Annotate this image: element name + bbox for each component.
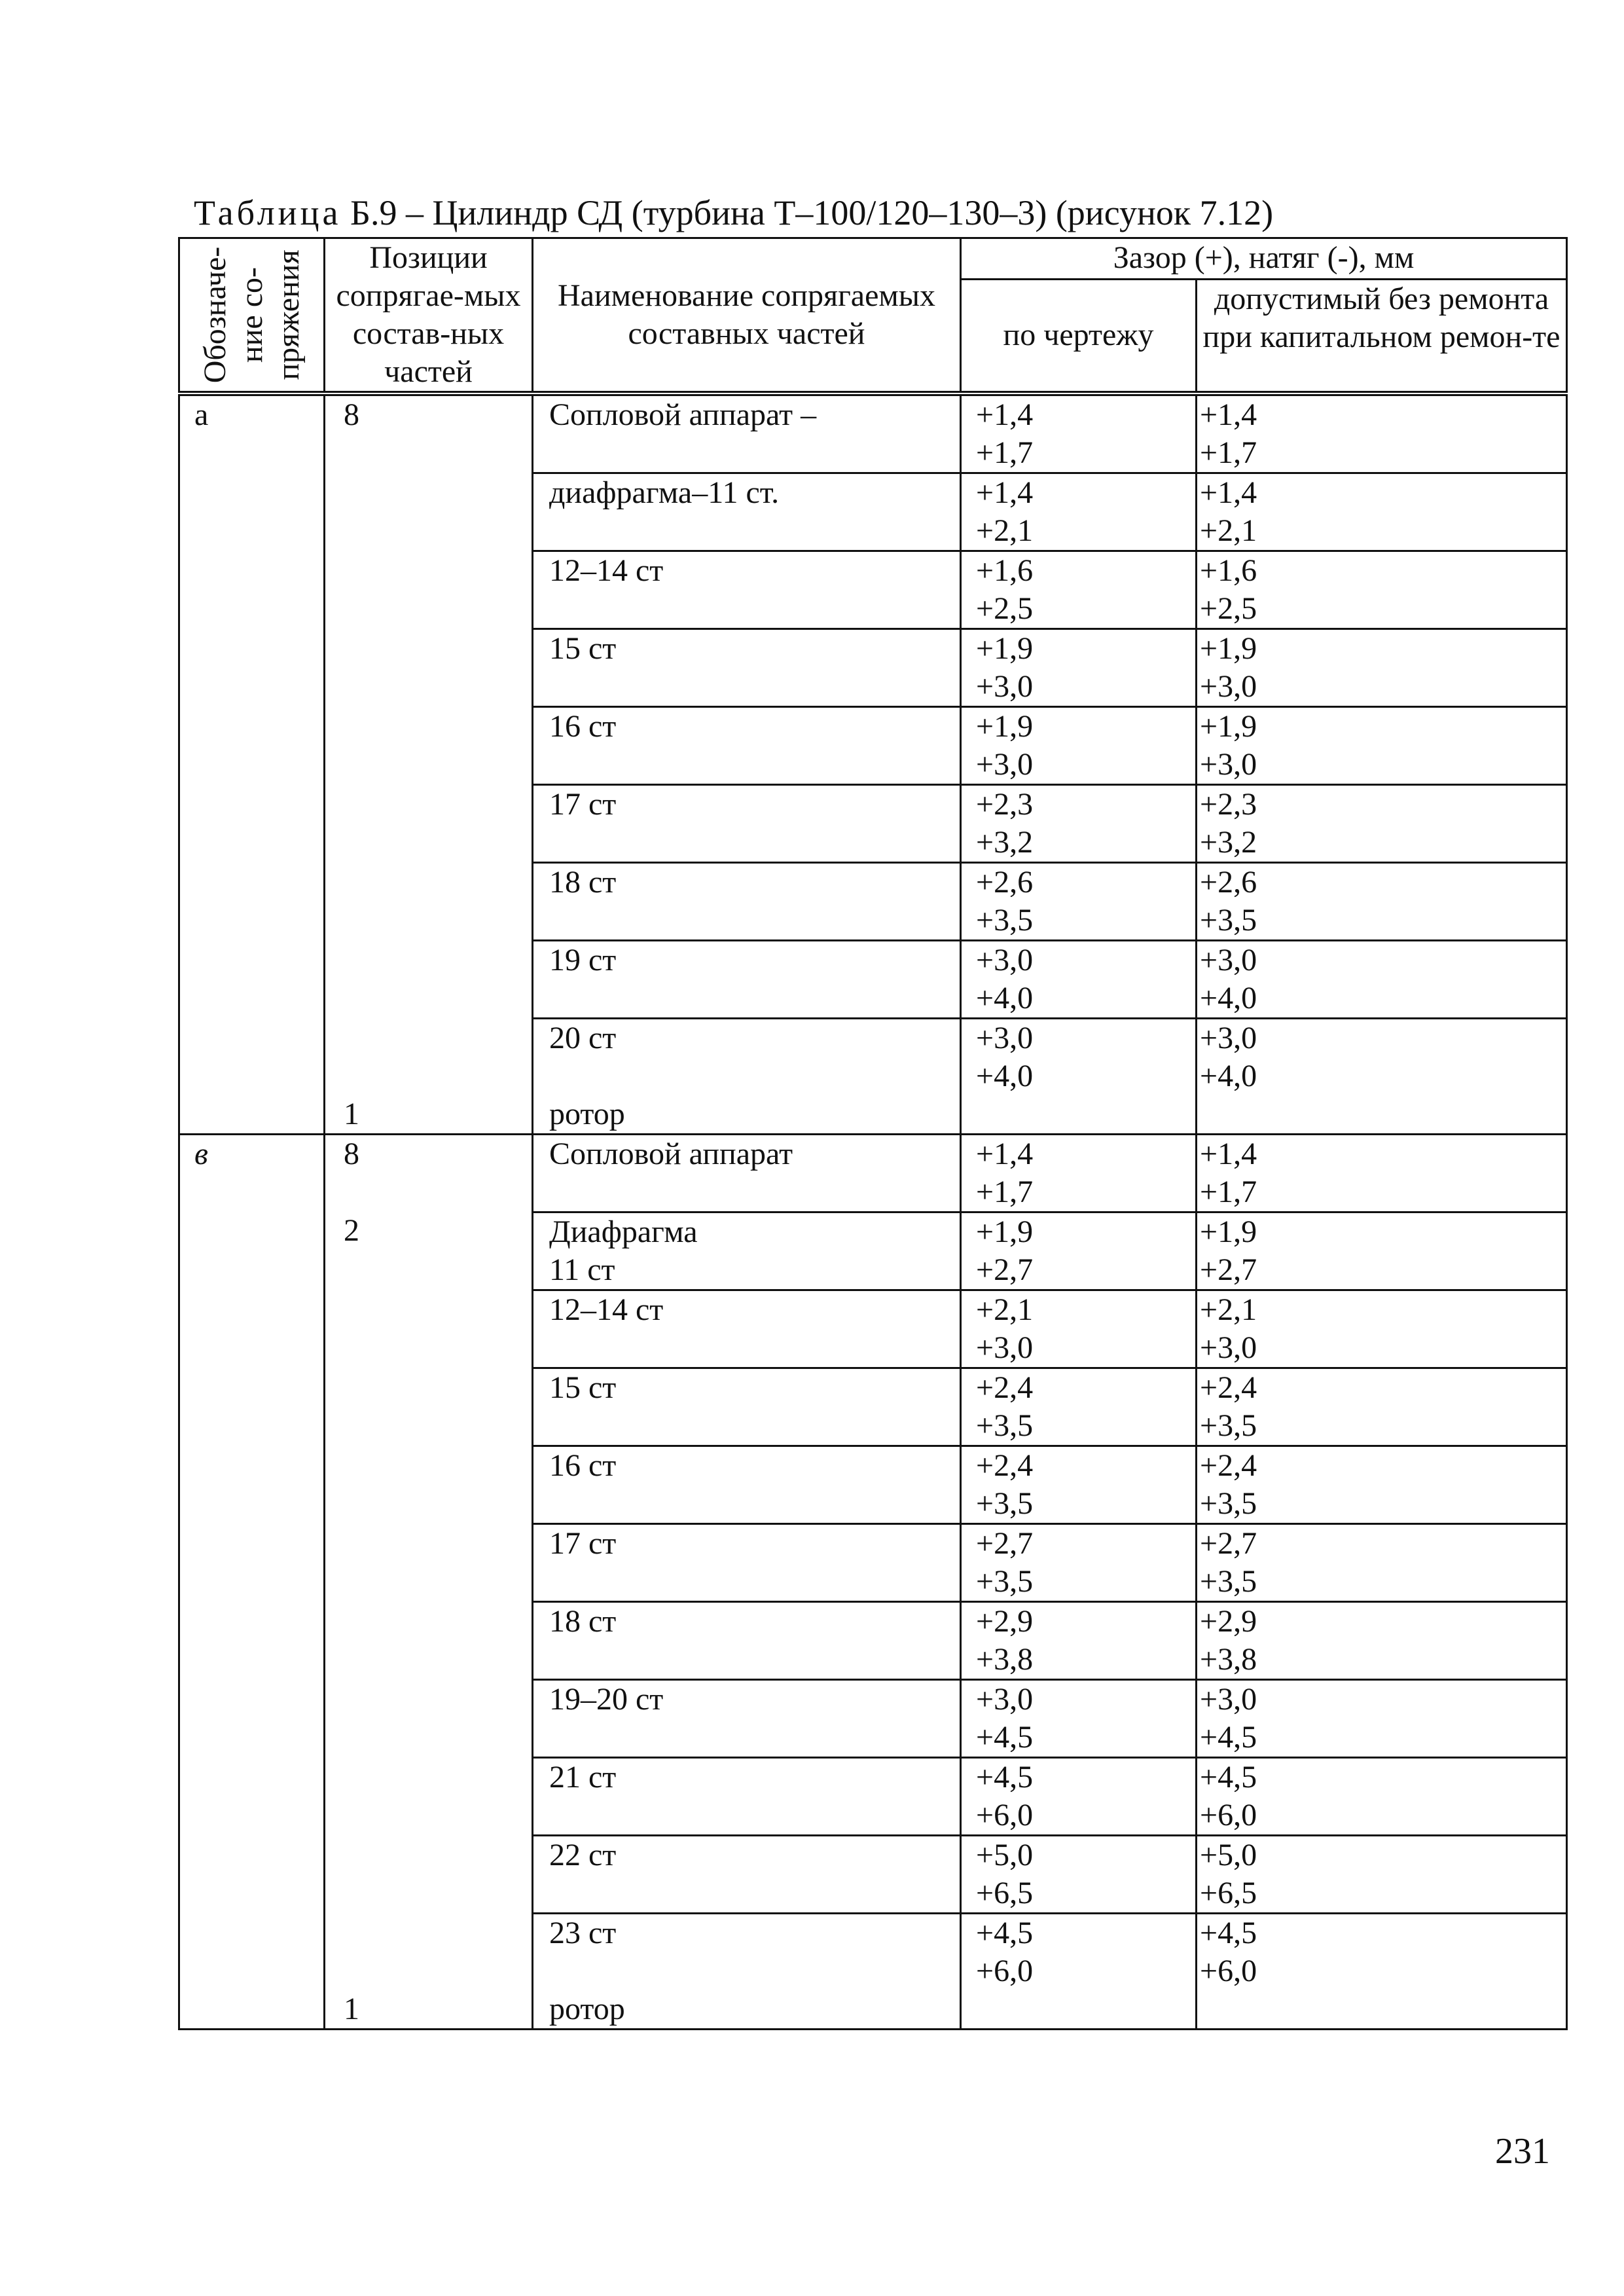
allowed-value-cell-line: +2,9 <box>1200 1604 1257 1639</box>
drawing-value-cell <box>961 1019 1197 1135</box>
part-name-cell <box>533 1680 961 1758</box>
allowed-value-cell-line: +1,4 <box>1200 475 1257 510</box>
part-name-cell <box>533 1914 961 2030</box>
drawing-value-cell-line: +3,2 <box>976 825 1034 860</box>
allowed-value-cell <box>1197 1836 1567 1914</box>
allowed-value-cell-line: +2,4 <box>1200 1370 1257 1405</box>
drawing-value-cell <box>961 1135 1197 1212</box>
position-mid: 2 <box>344 1213 359 1248</box>
drawing-value-cell-line: +2,1 <box>976 1292 1034 1327</box>
part-name-cell <box>533 629 961 707</box>
allowed-value-cell-line: +1,7 <box>1200 1175 1257 1209</box>
drawing-value-cell <box>961 1368 1197 1446</box>
allowed-value-cell <box>1197 1212 1567 1290</box>
header-by-drawing: по чертежу <box>961 279 1197 393</box>
drawing-value-cell-line: +2,4 <box>976 1448 1034 1483</box>
allowed-value-cell <box>1197 629 1567 707</box>
allowed-value-cell-line: +4,5 <box>1200 1720 1257 1755</box>
allowed-value-cell-line: +1,6 <box>1200 553 1257 588</box>
header-name: Наименование сопрягаемых составных частей <box>533 238 961 394</box>
allowed-value-cell-line: +3,0 <box>1200 1021 1257 1055</box>
positions-cell <box>325 393 533 1135</box>
allowed-value-cell <box>1197 551 1567 629</box>
part-name-cell <box>533 551 961 629</box>
drawing-value-cell-line: +5,0 <box>976 1838 1034 1872</box>
allowed-value-cell-line: +4,5 <box>1200 1760 1257 1795</box>
part-name-cell <box>533 1524 961 1602</box>
allowed-value-cell-line: +3,0 <box>1200 943 1257 977</box>
header-allowed: допустимый без ремонта при капитальном ремон-те <box>1197 279 1567 393</box>
part-name-cell-line: ротор <box>549 1097 625 1131</box>
drawing-value-cell <box>961 1602 1197 1680</box>
allowed-value-cell-line: +3,5 <box>1200 903 1257 938</box>
allowed-value-cell <box>1197 941 1567 1019</box>
part-name-cell <box>533 1758 961 1836</box>
allowed-value-cell-line: +1,9 <box>1200 709 1257 744</box>
part-name-cell-line: 20 ст <box>549 1021 617 1055</box>
allowed-value-cell-line: +3,0 <box>1200 1330 1257 1365</box>
drawing-value-cell <box>961 863 1197 941</box>
part-name-cell <box>533 1135 961 1212</box>
drawing-value-cell-line: +3,5 <box>976 1564 1034 1599</box>
drawing-value-cell-line: +2,9 <box>976 1604 1034 1639</box>
allowed-value-cell-line: +3,8 <box>1200 1642 1257 1677</box>
drawing-value-cell <box>961 393 1197 473</box>
position-top: 8 <box>344 1137 359 1171</box>
allowed-value-cell-line: +1,9 <box>1200 631 1257 666</box>
drawing-value-cell <box>961 1758 1197 1836</box>
part-name-cell-line: 18 ст <box>549 865 617 900</box>
drawing-value-cell-line: +3,0 <box>976 747 1034 782</box>
drawing-value-cell <box>961 1836 1197 1914</box>
header-designation: Обозначе-ние со-пряжения <box>179 238 325 394</box>
drawing-value-cell-line: +2,4 <box>976 1370 1034 1405</box>
allowed-value-cell-line: +4,5 <box>1200 1916 1257 1950</box>
drawing-value-cell-line: +3,5 <box>976 903 1034 938</box>
table-row <box>179 1135 1567 1212</box>
drawing-value-cell-line: +1,7 <box>976 435 1034 470</box>
allowed-value-cell <box>1197 1914 1567 2030</box>
drawing-value-cell <box>961 941 1197 1019</box>
allowed-value-cell-line: +1,4 <box>1200 397 1257 432</box>
part-name-cell-line: 18 ст <box>549 1604 617 1639</box>
part-name-cell-line: 22 ст <box>549 1838 617 1872</box>
allowed-value-cell-line: +3,0 <box>1200 669 1257 704</box>
part-name-cell-line <box>549 1057 960 1095</box>
allowed-value-cell-line: +1,7 <box>1200 435 1257 470</box>
drawing-value-cell-line: +4,0 <box>976 1059 1034 1093</box>
drawing-value-cell-line: +4,5 <box>976 1720 1034 1755</box>
drawing-value-cell-line: +2,5 <box>976 591 1034 626</box>
drawing-value-cell-line: +1,6 <box>976 553 1034 588</box>
allowed-value-cell-line: +3,2 <box>1200 825 1257 860</box>
designation-cell <box>179 1135 325 2030</box>
allowed-value-cell-line: +4,0 <box>1200 1059 1257 1093</box>
part-name-cell <box>533 1602 961 1680</box>
part-name-cell <box>533 1836 961 1914</box>
drawing-value-cell-line: +3,0 <box>976 1021 1034 1055</box>
part-name-cell <box>533 1368 961 1446</box>
part-name-cell <box>533 1212 961 1290</box>
drawing-value-cell-line: +6,0 <box>976 1954 1034 1988</box>
part-name-cell-line: 15 ст <box>549 1370 617 1405</box>
drawing-value-cell-line: +3,0 <box>976 943 1034 977</box>
part-name-cell-line: Сопловой аппарат – <box>549 397 817 432</box>
drawing-value-cell-line: +2,3 <box>976 787 1034 822</box>
allowed-value-cell-line: +2,1 <box>1200 513 1257 548</box>
table-body <box>179 393 1567 2030</box>
allowed-value-cell-line: +5,0 <box>1200 1838 1257 1872</box>
drawing-value-cell <box>961 1524 1197 1602</box>
drawing-value-cell-line: +3,0 <box>976 1330 1034 1365</box>
drawing-value-cell <box>961 473 1197 551</box>
designation-cell <box>179 393 325 1135</box>
drawing-value-cell-line: +1,4 <box>976 1137 1034 1171</box>
allowed-value-cell-line: +3,5 <box>1200 1486 1257 1521</box>
allowed-value-cell <box>1197 707 1567 785</box>
drawing-value-cell <box>961 1290 1197 1368</box>
allowed-value-cell-line: +2,5 <box>1200 591 1257 626</box>
allowed-value-cell <box>1197 473 1567 551</box>
part-name-cell-line: 23 ст <box>549 1916 617 1950</box>
part-name-cell-line: 16 ст <box>549 709 617 744</box>
allowed-value-cell <box>1197 785 1567 863</box>
part-name-cell <box>533 393 961 473</box>
part-name-cell-line: 15 ст <box>549 631 617 666</box>
drawing-value-cell <box>961 707 1197 785</box>
drawing-value-cell-line: +3,0 <box>976 1682 1034 1717</box>
position-bottom: 1 <box>344 1992 359 2026</box>
part-name-cell <box>533 1290 961 1368</box>
header-gap: Зазор (+), натяг (-), мм <box>961 238 1567 280</box>
part-name-cell <box>533 1446 961 1524</box>
allowed-value-cell-line: +2,6 <box>1200 865 1257 900</box>
allowed-value-cell <box>1197 393 1567 473</box>
drawing-value-cell <box>961 629 1197 707</box>
part-name-cell-line: 16 ст <box>549 1448 617 1483</box>
part-name-cell-line: 19 ст <box>549 943 617 977</box>
allowed-value-cell-line: +2,4 <box>1200 1448 1257 1483</box>
table-row <box>179 393 1567 473</box>
position-bottom: 1 <box>344 1097 359 1131</box>
drawing-value-cell-line: +2,1 <box>976 513 1034 548</box>
part-name-cell-line: 12–14 ст <box>549 553 664 588</box>
part-name-cell-line: 11 ст <box>549 1252 615 1287</box>
allowed-value-cell <box>1197 1524 1567 1602</box>
allowed-value-cell <box>1197 1368 1567 1446</box>
part-name-cell-line: 17 ст <box>549 787 617 822</box>
drawing-value-cell-line: +2,7 <box>976 1526 1034 1561</box>
allowed-value-cell <box>1197 1758 1567 1836</box>
allowed-value-cell-line: +1,9 <box>1200 1214 1257 1249</box>
allowed-value-cell-line: +2,7 <box>1200 1526 1257 1561</box>
allowed-value-cell-line: +6,0 <box>1200 1798 1257 1832</box>
drawing-value-cell-line: +6,5 <box>976 1876 1034 1910</box>
allowed-value-cell-line: +2,3 <box>1200 787 1257 822</box>
part-name-cell <box>533 785 961 863</box>
drawing-value-cell-line: +1,7 <box>976 1175 1034 1209</box>
drawing-value-cell-line: +1,9 <box>976 709 1034 744</box>
part-name-cell-line: Сопловой аппарат <box>549 1137 793 1171</box>
drawing-value-cell <box>961 1446 1197 1524</box>
part-name-cell-line: 17 ст <box>549 1526 617 1561</box>
drawing-value-cell <box>961 1212 1197 1290</box>
allowed-value-cell-line: +3,5 <box>1200 1408 1257 1443</box>
drawing-value-cell-line: +1,4 <box>976 475 1034 510</box>
header-positions: Позиции сопрягае-мых состав-ных частей <box>325 238 533 394</box>
allowed-value-cell <box>1197 1602 1567 1680</box>
part-name-cell <box>533 707 961 785</box>
table-caption <box>194 192 1273 234</box>
drawing-value-cell-line: +4,5 <box>976 1760 1034 1795</box>
drawing-value-cell-line: +1,4 <box>976 397 1034 432</box>
page-number: 231 <box>1495 2131 1550 2172</box>
part-name-cell-line: Диафрагма <box>549 1214 698 1249</box>
allowed-value-cell-line: +1,4 <box>1200 1137 1257 1171</box>
position-top: 8 <box>344 397 359 432</box>
drawing-value-cell-line: +3,8 <box>976 1642 1034 1677</box>
allowed-value-cell-line: +3,0 <box>1200 747 1257 782</box>
allowed-value-cell-line: +6,0 <box>1200 1954 1257 1988</box>
part-name-cell-line: 21 ст <box>549 1760 617 1795</box>
drawing-value-cell-line: +3,0 <box>976 669 1034 704</box>
allowed-value-cell <box>1197 1446 1567 1524</box>
allowed-value-cell <box>1197 1680 1567 1758</box>
part-name-cell-line: ротор <box>549 1992 625 2026</box>
part-name-cell-line <box>549 1952 960 1990</box>
drawing-value-cell-line: +1,9 <box>976 631 1034 666</box>
part-name-cell <box>533 473 961 551</box>
drawing-value-cell-line: +6,0 <box>976 1798 1034 1832</box>
allowed-value-cell-line: +2,1 <box>1200 1292 1257 1327</box>
caption-text: Б.9 – Цилиндр СД (турбина Т–100/120–130–3) (рисунок 7.12) <box>350 193 1274 232</box>
allowed-value-cell-line: +3,5 <box>1200 1564 1257 1599</box>
allowed-value-cell <box>1197 1290 1567 1368</box>
designation-value: а <box>194 397 209 432</box>
drawing-value-cell-line: +4,0 <box>976 981 1034 1015</box>
allowed-value-cell <box>1197 1019 1567 1135</box>
designation-value: в <box>194 1137 208 1171</box>
drawing-value-cell-line: +3,5 <box>976 1408 1034 1443</box>
drawing-value-cell-line: +4,5 <box>976 1916 1034 1950</box>
part-name-cell-line: диафрагма–11 ст. <box>549 475 780 510</box>
positions-cell <box>325 1135 533 2030</box>
part-name-cell-line: 12–14 ст <box>549 1292 664 1327</box>
caption-label: Таблица <box>194 193 342 232</box>
drawing-value-cell-line: +1,9 <box>976 1214 1034 1249</box>
clearance-table <box>178 237 1568 2030</box>
allowed-value-cell-line: +2,7 <box>1200 1252 1257 1287</box>
drawing-value-cell <box>961 1914 1197 2030</box>
drawing-value-cell <box>961 551 1197 629</box>
part-name-cell <box>533 863 961 941</box>
allowed-value-cell-line: +3,0 <box>1200 1682 1257 1717</box>
drawing-value-cell <box>961 1680 1197 1758</box>
allowed-value-cell <box>1197 1135 1567 1212</box>
drawing-value-cell-line: +2,7 <box>976 1252 1034 1287</box>
allowed-value-cell-line: +6,5 <box>1200 1876 1257 1910</box>
drawing-value-cell-line: +2,6 <box>976 865 1034 900</box>
part-name-cell-line: 19–20 ст <box>549 1682 664 1717</box>
drawing-value-cell <box>961 785 1197 863</box>
part-name-cell <box>533 1019 961 1135</box>
allowed-value-cell <box>1197 863 1567 941</box>
part-name-cell <box>533 941 961 1019</box>
drawing-value-cell-line: +3,5 <box>976 1486 1034 1521</box>
allowed-value-cell-line: +4,0 <box>1200 981 1257 1015</box>
